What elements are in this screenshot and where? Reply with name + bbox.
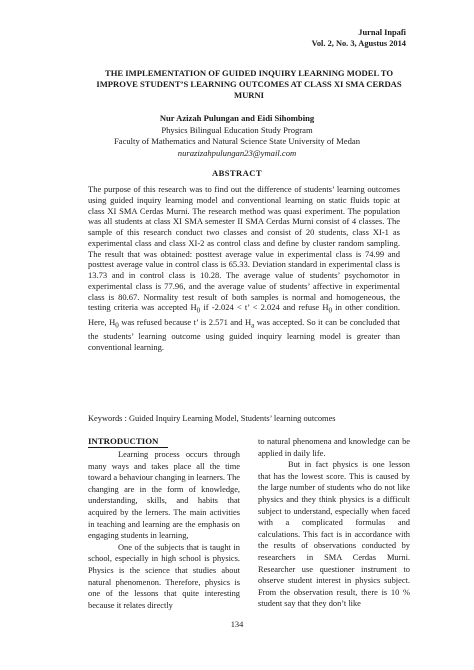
left-column bbox=[88, 436, 240, 611]
introduction-heading: INTRODUCTION bbox=[88, 436, 168, 448]
intro-paragraph-1: Learning process occurs through many ways and takes place all the time toward a behaviour changing in learners. The changing are in the form of knowledge, understanding, skills, and habits that acquired by the lerners. The main activities in teaching and learning are the emphasis on engaging students in learning, bbox=[88, 450, 240, 541]
page-number: 134 bbox=[230, 620, 244, 629]
author-names: Nur Azizah Pulungan and Eidi Sihombing bbox=[159, 113, 315, 123]
author-email: nurazizahpulungan23@ymail.com bbox=[177, 147, 297, 158]
author-block bbox=[60, 113, 414, 159]
intro-paragraph-4: But in fact physics is one lesson that has the lowest score. This is caused by the large number of students who do not like physics and they think physics is a difficult subject to understand, especially when faced with a complicated formulas and calculations. This fact is in accordance with the results of observations conducted by researchers in SMA Cerdas Murni. Researcher use questioner instrument to observe student interest in physics subject. From the observation result, there is 10 % student say that they don’t like bbox=[258, 460, 410, 609]
abstract-text-part3: in other condition. Here, H bbox=[88, 302, 400, 327]
intro-paragraph-3: to natural phenomena and knowledge can be applied in daily life. bbox=[258, 437, 410, 458]
intro-paragraph-2: One of the subjects that is taught in school, especially in high school is physics. Physics is the science that studies about natural phenomenon. Therefore, physics is one of the lessons that quite interesting because it relates directly bbox=[88, 542, 240, 610]
author-program: Physics Bilingual Education Study Program bbox=[161, 124, 313, 135]
journal-header bbox=[312, 27, 406, 49]
subscript-a: a bbox=[251, 321, 255, 330]
subscript-zero: 0 bbox=[328, 306, 333, 315]
abstract-text-part2: if -2.024 < t’ < 2.024 and refuse H bbox=[200, 302, 329, 313]
abstract-heading: ABSTRACT bbox=[212, 168, 262, 178]
author-affiliation: Faculty of Mathematics and Natural Science State University of Medan bbox=[113, 136, 361, 146]
abstract-text-part1: The purpose of this research was to find out the difference of students’ learning outcomes using guided inquiry learning model and conventional learning on static fluids topic at class XI SMA Cerdas Murni. The research method was quasi experiment. The population was all students at class XI SMA semester II SMA Cerdas Murni consist of 4 classes. The sample of this research conduct two classes and consist of 20 students, class XI-1 as experimental class and class XI-2 as control class and define by cluster random sampling. The result that was obtained: posttest average value in experimental class is 74.99 and posttest average value in control class is 65.33. Deviation standard in experimental class is 13.73 and in control class is 10.28. The average value of students’ psychomotor in experimental class is 77.96, and the average value of students’ affective in experimental class is 80.67. Normality test result of both samples is normal and homogeneous, the testing criteria was accepted H bbox=[88, 184, 400, 313]
keywords-line: Keywords : Guided Inquiry Learning Model, Students’ learning outcomes bbox=[88, 414, 336, 423]
subscript-zero: 0 bbox=[115, 321, 119, 330]
abstract-body bbox=[88, 184, 400, 353]
journal-name: Jurnal Inpafi bbox=[358, 28, 406, 37]
right-column bbox=[258, 436, 410, 610]
paper-title: THE IMPLEMENTATION OF GUIDED INQUIRY LEARNING MODEL TO IMPROVE STUDENT’S LEARNING OUTCOMES AT CLASS XI SMA CERDAS MURNI bbox=[96, 68, 402, 100]
abstract-text-part4: was refused because t’ is 2.571 and H bbox=[118, 316, 252, 327]
journal-volume-issue: Vol. 2, No. 3, Agustus 2014 bbox=[311, 39, 406, 48]
subscript-zero: 0 bbox=[196, 306, 201, 315]
abstract-text-part5: was accepted. So it can be concluded that the students’ learning outcome using guided inquiry learning model is greater than conventional learning. bbox=[88, 316, 401, 352]
